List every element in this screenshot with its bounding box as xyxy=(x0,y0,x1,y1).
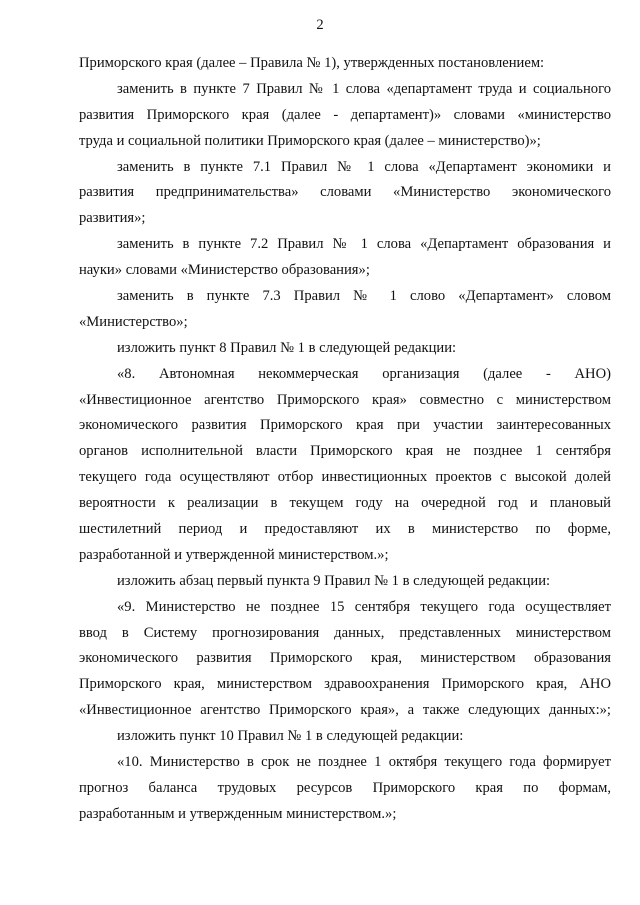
text-line: изложить пункт 10 Правил № 1 в следующей редакции: xyxy=(117,728,464,745)
text-line: изложить абзац первый пункта 9 Правил № 1 в следующей редакции: xyxy=(117,572,551,589)
text-line: разработанной и утвержденной министерством.»; xyxy=(79,546,389,563)
text-line: вероятности к реализации в текущем году на очередной год и плановый xyxy=(79,495,611,512)
text-line: прогноз баланса трудовых ресурсов Приморского края по формам, xyxy=(79,779,611,796)
text-line: «Инвестиционное агентство Приморского края», а также следующих данных:»; xyxy=(79,702,611,719)
text-line: заменить в пункте 7 Правил № 1 слова «департамент труда и социального xyxy=(117,80,611,97)
text-line: труда и социальной политики Приморского края (далее – министерство)»; xyxy=(79,132,541,149)
text-line: заменить в пункте 7.3 Правил № 1 слово «Департамент» словом xyxy=(117,288,611,305)
text-line: «10. Министерство в срок не позднее 1 октября текущего года формирует xyxy=(117,754,611,771)
text-line: экономического развития Приморского края при участии заинтересованных xyxy=(79,417,611,434)
text-line: шестилетний период и предоставляют их в министерство по форме, xyxy=(79,521,611,538)
document-body xyxy=(79,51,611,828)
text-line: текущего года осуществляют отбор инвестиционных проектов с высокой долей xyxy=(79,469,611,486)
text-line: «9. Министерство не позднее 15 сентября текущего года осуществляет xyxy=(117,598,611,615)
text-line: ввод в Систему прогнозирования данных, представленных министерством xyxy=(79,624,611,641)
page-number: 2 xyxy=(316,17,324,33)
text-line: Приморского края (далее – Правила № 1), утвержденных постановлением: xyxy=(79,55,545,71)
text-line: разработанным и утвержденным министерством.»; xyxy=(79,805,397,822)
text-line: «Министерство»; xyxy=(79,313,188,330)
text-line: заменить в пункте 7.2 Правил № 1 слова «Департамент образования и xyxy=(117,236,611,253)
text-line: «Инвестиционное агентство Приморского края» совместно с министерством xyxy=(79,391,611,408)
text-line: развития предпринимательства» словами «Министерство экономического xyxy=(79,184,611,201)
text-line: экономического развития Приморского края, министерством образования xyxy=(79,650,611,667)
text-line: развития»; xyxy=(79,210,146,227)
text-line: Приморского края, министерством здравоохранения Приморского края, АНО xyxy=(79,676,611,693)
text-line: органов исполнительной власти Приморского края не позднее 1 сентября xyxy=(79,443,611,460)
text-line: заменить в пункте 7.1 Правил № 1 слова «Департамент экономики и xyxy=(117,158,611,175)
text-line: науки» словами «Министерство образования»; xyxy=(79,262,370,279)
text-line: развития Приморского края (далее - департамент)» словами «министерство xyxy=(79,106,611,123)
text-line: изложить пункт 8 Правил № 1 в следующей редакции: xyxy=(117,339,457,356)
text-line: «8. Автономная некоммерческая организация (далее - АНО) xyxy=(117,365,611,382)
